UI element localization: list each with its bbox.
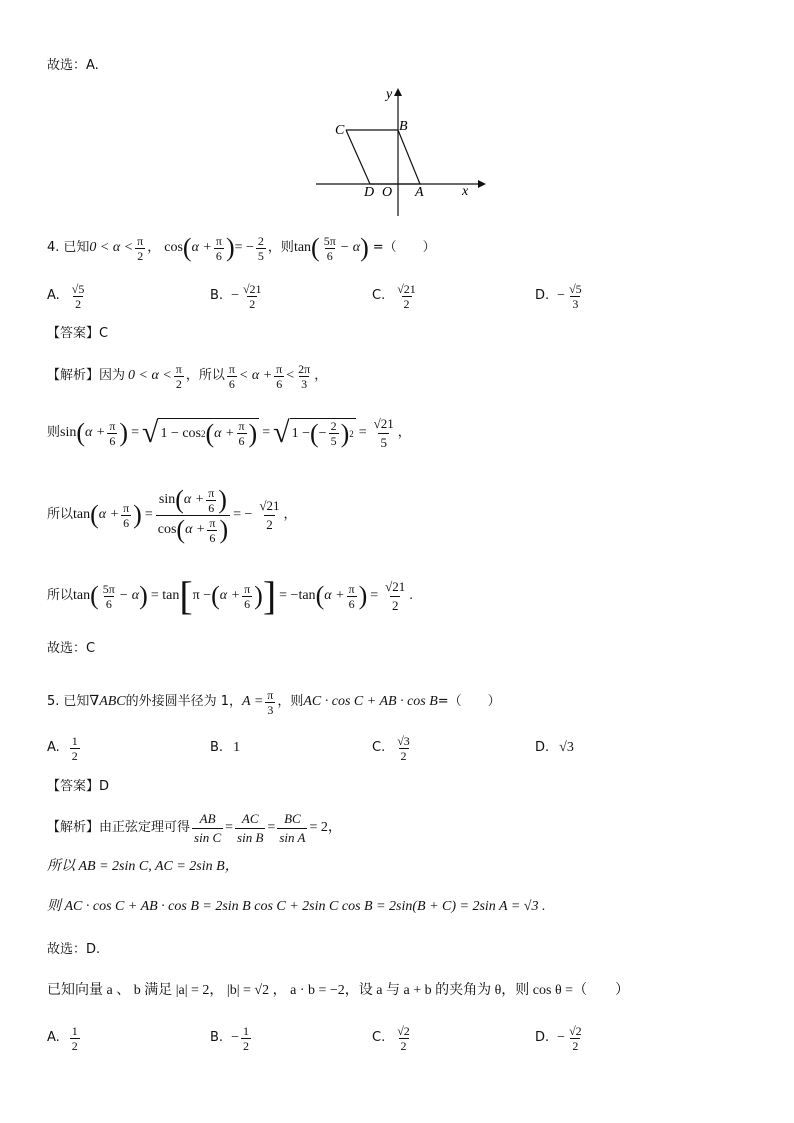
q4-cos: cos: [164, 240, 183, 255]
x-axis-arrow: [478, 180, 486, 188]
prev-answer-line: 故选：A.: [47, 58, 99, 73]
q4-minus-alpha: − α: [339, 240, 361, 255]
q5-option-b: B. 1: [210, 740, 241, 755]
q4-option-c: C. $\frac{√21}{2}$: [372, 281, 416, 311]
q4-frac-pi6: $\frac{\pi}{6}$: [215, 233, 222, 263]
q5-answer: 【答案】D: [47, 779, 110, 794]
label-c: C: [335, 123, 345, 138]
q5-option-c: C. $\frac{√3}{2}$: [372, 733, 410, 763]
q6-option-d: D. − $\frac{√2}{2}$: [535, 1023, 582, 1053]
q4-big-fraction: sin ( α + $\frac{\pi}{6}$ ) cos ( α + $\frac{\pi}{6}$ ): [157, 485, 229, 545]
q5-analysis-line1: 【解析】 由正弦定理可得 $\frac{AB}{\text{sin C}}$ = $\frac{AC}{\text{sin B}}$ = $\frac{BC}{\text{sin A}}$ = 2，: [47, 810, 342, 845]
q4-option-a: A. $\frac{√5}{2}$: [47, 281, 85, 311]
q5-option-d: D. √3: [535, 740, 574, 755]
q4-cond: 0 < α <: [89, 240, 134, 255]
coordinate-figure: [310, 82, 490, 222]
q4-analysis-line1: 【解析】 因为 0 < α < $\frac{\pi}{2}$ ，所以 $\frac{\pi}{6}$ < α + $\frac{\pi}{6}$ < $\frac{2\pi}{3}$ ，: [47, 361, 328, 391]
q4-choose: 故选：C: [47, 641, 96, 656]
label-d: D: [364, 185, 375, 200]
q4-blank: =（ ）: [372, 240, 436, 255]
q6-option-c: C. $\frac{√2}{2}$: [372, 1023, 410, 1053]
parallelogram-abcd: [346, 130, 420, 184]
label-b: B: [399, 119, 408, 134]
q5-analysis-line2: 所以 AB = 2sin C, AC = 2sin B，: [47, 859, 239, 874]
q4-frac-5pi6: $\frac{5\pi}{6}$: [323, 233, 336, 263]
q5-stem: 5. 已知 ∇ABC 的外接圆半径为 1， A = $\frac{\pi}{3}$ ，则 AC · cos C + AB · cos B =（ ）: [47, 687, 501, 717]
label-o: O: [382, 185, 393, 200]
q4-option-b: B. − $\frac{√21}{2}$: [210, 281, 262, 311]
q4-eq-neg: = −: [234, 240, 254, 255]
q4-then: ，则: [267, 240, 294, 255]
q4-frac-neg: $\frac{2}{5}$: [257, 233, 264, 263]
q5-analysis-line3: 则 AC · cos C + AB · cos B = 2sin B cos C + 2sin C cos B = 2sin(B + C) = 2sin A = √3 .: [47, 899, 546, 914]
q4-comma: ，: [147, 240, 161, 255]
q6-option-a: A. $\frac{1}{2}$: [47, 1023, 78, 1053]
q4-analysis-line2: 则 sin ( α + $\frac{\pi}{6}$ ) = √ 1 − cos 2 ( α + $\frac{\pi}{6}$ ) = √ 1 − ( − $\frac{2}{5}$ ) 2 = $\frac{√21}{5}$ ，: [47, 415, 411, 450]
label-a: A: [415, 185, 424, 200]
q4-alpha-plus: α +: [191, 240, 212, 255]
q4-analysis-line4: 所以 tan ( $\frac{5\pi}{6}$ − α ) = tan [ π − ( α + $\frac{\pi}{6}$ ) ] = −tan ( α + $\frac{\pi}{6}$ ) = $\frac{√21}{2}$ .: [47, 573, 413, 618]
label-y: y: [386, 87, 393, 102]
q4-tan: tan: [293, 240, 312, 255]
q5-choose: 故选：D.: [47, 942, 101, 957]
q4-frac-pi2: $\frac{\pi}{2}$: [137, 233, 144, 263]
q4-analysis-line3: 所以 tan ( α + $\frac{\pi}{6}$ ) = sin ( α + $\frac{\pi}{6}$ ) cos ( α + $\frac{\pi}{6}$ ) = − $\frac{√21}{2}$ ，: [47, 485, 297, 545]
q4-stem: 4. 已知 0 < α < $\frac{\pi}{2}$ ， cos ( α + $\frac{\pi}{6}$ ) = − $\frac{2}{5}$ ，则 tan ( $\frac{5\pi}{6}$ − α ) =（ ）: [47, 233, 436, 263]
q4-known: 已知: [63, 240, 90, 255]
q4-option-d: D. − $\frac{√5}{3}$: [535, 281, 582, 311]
q4-answer: 【答案】C: [47, 326, 109, 341]
q6-stem: 已知向量 a 、 b 满足 |a| = 2， |b| = √2 ， a · b = −2，设 a 与 a + b 的夹角为 θ，则 cos θ =（ ）: [47, 983, 630, 998]
label-x: x: [462, 184, 469, 199]
q4-number: 4.: [47, 240, 60, 255]
q5-option-a: A. $\frac{1}{2}$: [47, 733, 78, 763]
q6-option-b: B. − $\frac{1}{2}$: [210, 1023, 249, 1053]
y-axis-arrow: [394, 88, 402, 96]
